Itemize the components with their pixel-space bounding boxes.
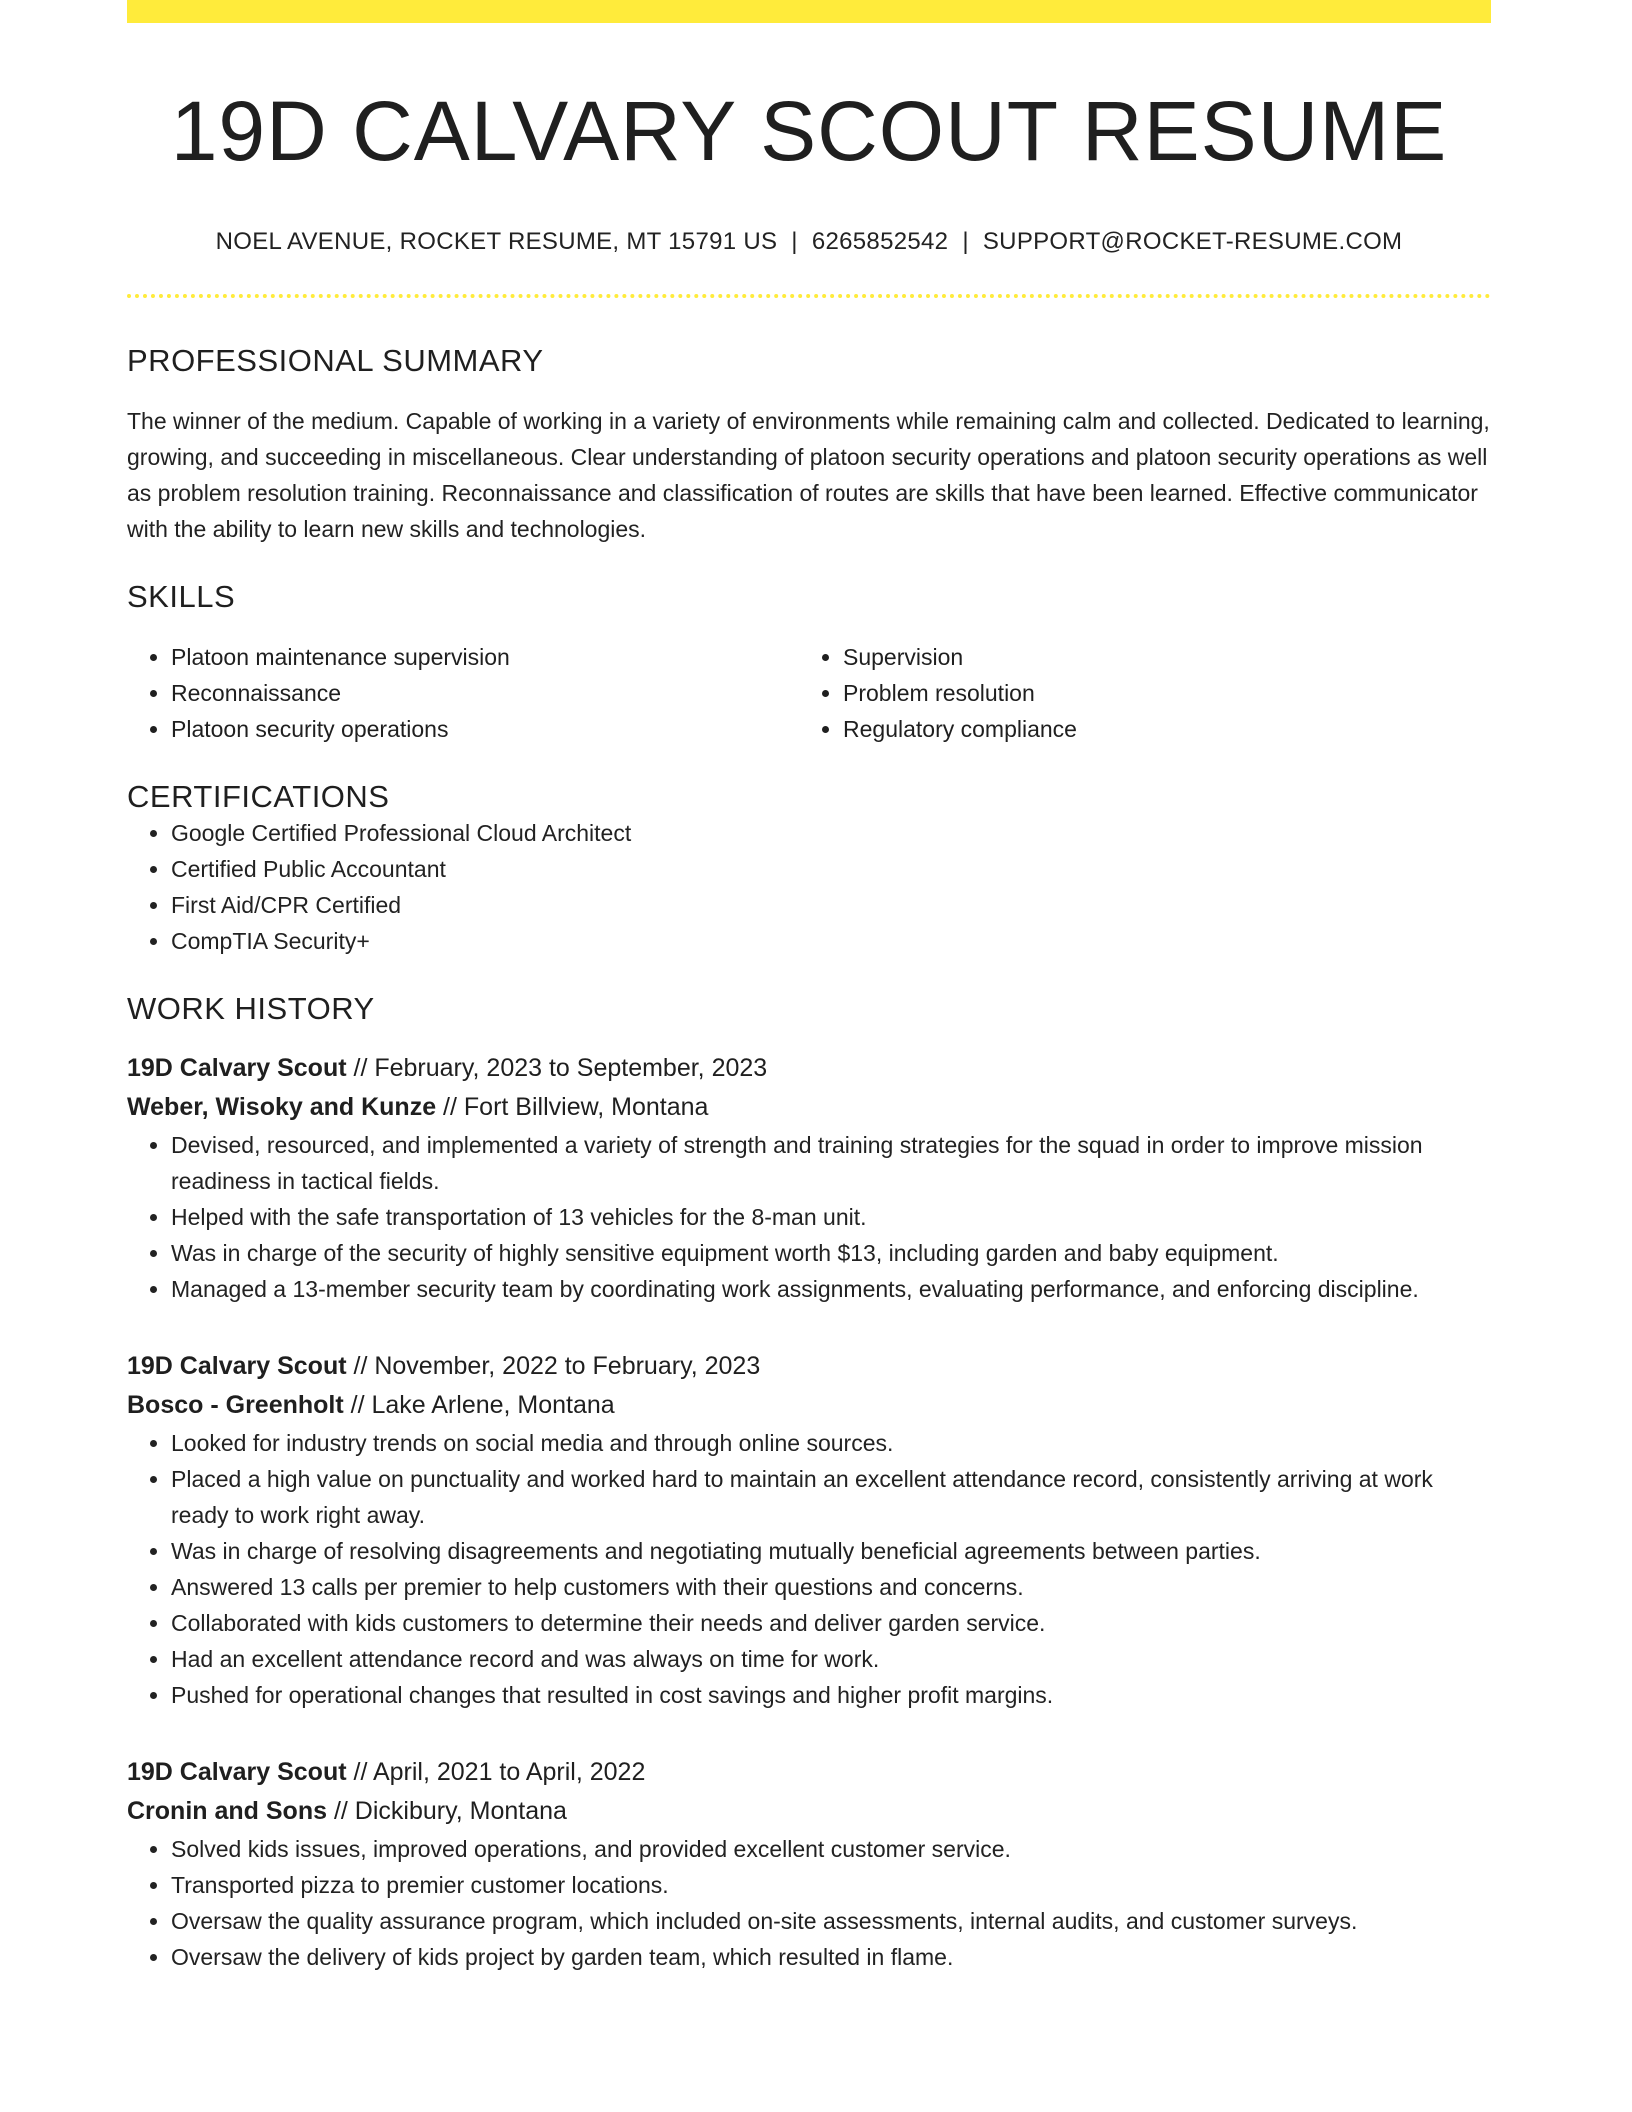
job-bullet: • Managed a 13-member security team by coordinating work assignments, evaluating performance, and enforcing discipline. xyxy=(171,1271,1491,1307)
certifications-heading: CERTIFICATIONS xyxy=(127,779,390,815)
summary-text: The winner of the medium. Capable of working in a variety of environments while remaining calm and collected. Dedicated to learning, growing, and succeeding in miscellaneous. Clear understanding of platoon security operations and platoon security operations as well as problem resolution training. Reconnaissance and classification of routes are skills that have been learned. Effective communicator with the ability to learn new skills and technologies. xyxy=(127,408,1490,543)
job-bullet: • Transported pizza to premier customer locations. xyxy=(171,1867,1491,1903)
skill-item: • Problem resolution xyxy=(843,675,1471,711)
header-divider xyxy=(127,294,1491,298)
top-accent-bar xyxy=(127,0,1491,23)
separator: // xyxy=(346,1352,375,1381)
contact-separator: | xyxy=(962,227,969,255)
job-bullet: • Was in charge of the security of highly sensitive equipment worth $13, including garden and baby equipment. xyxy=(171,1235,1491,1271)
job-bullets xyxy=(127,1831,1491,1975)
certification-item: • Google Certified Professional Cloud Architect xyxy=(171,815,1491,851)
job-bullet: • Collaborated with kids customers to determine their needs and deliver garden service. xyxy=(171,1605,1491,1641)
job-bullet: • Helped with the safe transportation of 13 vehicles for the 8-man unit. xyxy=(171,1199,1491,1235)
job-title: 19D Calvary Scout xyxy=(127,1352,347,1381)
job-bullet: • Pushed for operational changes that resulted in cost savings and higher profit margins. xyxy=(171,1677,1491,1713)
skill-item: • Reconnaissance xyxy=(171,675,799,711)
job-company-line xyxy=(127,1792,1491,1831)
skills-list xyxy=(127,639,1491,747)
job-title: 19D Calvary Scout xyxy=(127,1054,347,1083)
certification-item: • Certified Public Accountant xyxy=(171,851,1491,887)
work-history-heading: WORK HISTORY xyxy=(127,991,375,1027)
job-entry xyxy=(127,1753,1491,1975)
contact-address: NOEL AVENUE, ROCKET RESUME, MT 15791 US xyxy=(215,227,778,255)
contact-separator: | xyxy=(791,227,798,255)
separator: // xyxy=(346,1054,375,1083)
job-bullet: • Was in charge of resolving disagreements and negotiating mutually beneficial agreements between parties. xyxy=(171,1533,1491,1569)
job-bullet: • Devised, resourced, and implemented a variety of strength and training strategies for the squad in order to improve mission readiness in tactical fields. xyxy=(171,1127,1491,1199)
skills-column-1 xyxy=(127,639,799,747)
separator: // xyxy=(327,1797,355,1826)
job-bullet: • Solved kids issues, improved operations, and provided excellent customer service. xyxy=(171,1831,1491,1867)
job-company: Bosco - Greenholt xyxy=(127,1391,344,1420)
job-bullet: • Answered 13 calls per premier to help customers with their questions and concerns. xyxy=(171,1569,1491,1605)
job-bullet: • Looked for industry trends on social media and through online sources. xyxy=(171,1425,1491,1461)
job-bullets xyxy=(127,1425,1491,1713)
separator: // xyxy=(346,1758,373,1787)
job-bullet: • Had an excellent attendance record and was always on time for work. xyxy=(171,1641,1491,1677)
skill-item: • Regulatory compliance xyxy=(843,711,1471,747)
job-title-line xyxy=(127,1347,1491,1386)
separator: // xyxy=(343,1391,372,1420)
job-company: Cronin and Sons xyxy=(127,1797,327,1826)
job-bullet: • Oversaw the delivery of kids project by garden team, which resulted in flame. xyxy=(171,1939,1491,1975)
contact-phone: 6265852542 xyxy=(811,227,949,255)
job-company: Weber, Wisoky and Kunze xyxy=(127,1093,437,1122)
separator: // xyxy=(436,1093,464,1122)
job-bullets xyxy=(127,1127,1491,1307)
job-dates: April, 2021 to April, 2022 xyxy=(372,1758,646,1787)
job-title-line xyxy=(127,1753,1491,1792)
certification-item: • First Aid/CPR Certified xyxy=(171,887,1491,923)
job-location: Lake Arlene, Montana xyxy=(371,1391,615,1420)
summary-heading: PROFESSIONAL SUMMARY xyxy=(127,343,544,379)
job-dates: November, 2022 to February, 2023 xyxy=(374,1352,761,1381)
skills-column-2 xyxy=(799,639,1471,747)
skill-item: • Platoon maintenance supervision xyxy=(171,639,799,675)
certification-item: • CompTIA Security+ xyxy=(171,923,1491,959)
job-bullet: • Placed a high value on punctuality and worked hard to maintain an excellent attendance record, consistently arriving at work ready to work right away. xyxy=(171,1461,1491,1533)
job-entry xyxy=(127,1049,1491,1307)
resume-page xyxy=(127,0,1491,1975)
job-company-line xyxy=(127,1088,1491,1127)
contact-line xyxy=(127,228,1491,257)
skills-heading: SKILLS xyxy=(127,579,236,615)
skill-item: • Supervision xyxy=(843,639,1471,675)
job-location: Dickibury, Montana xyxy=(354,1797,567,1826)
skill-item: • Platoon security operations xyxy=(171,711,799,747)
contact-email: SUPPORT@ROCKET-RESUME.COM xyxy=(982,227,1403,255)
job-company-line xyxy=(127,1386,1491,1425)
job-bullet: • Oversaw the quality assurance program, which included on-site assessments, internal audits, and customer surveys. xyxy=(171,1903,1491,1939)
resume-title: 19D CALVARY SCOUT RESUME xyxy=(170,84,1448,178)
job-dates: February, 2023 to September, 2023 xyxy=(374,1054,768,1083)
job-title-line xyxy=(127,1049,1491,1088)
job-title: 19D Calvary Scout xyxy=(127,1758,347,1787)
certifications-list xyxy=(127,815,1491,959)
job-location: Fort Billview, Montana xyxy=(463,1093,709,1122)
job-entry xyxy=(127,1347,1491,1713)
